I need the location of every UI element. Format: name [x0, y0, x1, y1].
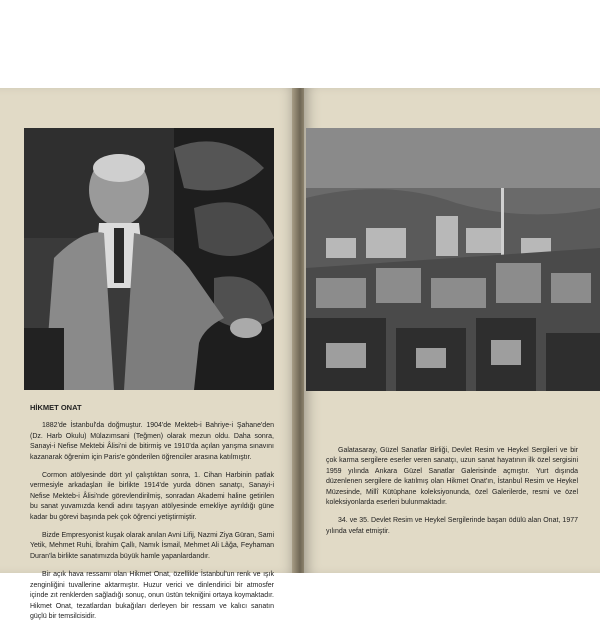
- artist-heading: HİKMET ONAT: [30, 403, 82, 412]
- paragraph: Cormon atölyesinde dört yıl çalıştıktan sonra, 1. Cihan Harbinin patlak vermesiyle arkadaşları ile birlikte 1914'de yurda dönen sanatçı, Sanayi-i Nefise Mekteb-i Âlisi'nde görevlendirilmiş, sonradan Akademi haline getirilen bu sanat yuvamızda kendi adını taşıyan atölyesinde emekliye ayrıldığı güne kadar bu görevi başında pek çok öğrenci yetiştirmiştir.: [30, 472, 274, 521]
- left-page: [0, 88, 296, 620]
- paragraph: 34. ve 35. Devlet Resim ve Heykel Sergilerinde başarı ödülü alan Onat, 1977 yılında vefat etmiştir.: [326, 517, 578, 535]
- book-spread: [0, 88, 600, 620]
- portrait-photo: [24, 128, 274, 390]
- paragraph: 1882'de İstanbul'da doğmuştur. 1904'de Mekteb-i Bahriye-i Şahane'den (Dz. Harb Okulu) Mülazımsani (Teğmen) olarak mezun oldu. Daha sonra, Sanayi-i Nefise Mektebi Âlisi'ni de bitirmiş ve 1910'da açılan yarışma sınavını kazanarak öğrenim için Paris'e gönderilen öğrenciler arasına katılmıştır.: [30, 422, 274, 461]
- left-text-block: [30, 403, 274, 630]
- right-page: [304, 88, 600, 573]
- right-text-block: [326, 446, 578, 545]
- paragraph: Bizde Empresyonist kuşak olarak anılan Avni Lifij, Nazmi Ziya Güran, Sami Yetik, Mehmet Ruhi, İbrahim Çallı, Namık İsmail, Mehmet Ali Lâğa, Feyhaman Duran'la birlikte sanatımızda büyük hamle yapanlardandır.: [30, 532, 274, 560]
- city-painting-photo: [306, 128, 600, 391]
- paragraph: Galatasaray, Güzel Sanatlar Birliği, Devlet Resim ve Heykel Sergileri ve bir çok karma sergilere eserler veren sanatçı, uzun sanat hayatının ilk özel sergisini 1959 yılında Ankara Güzel Sanatlar Galerisinde açmıştır. Yurt dışında düzenlenen sergilere de katılmış olan Hikmet Onat'ın, İstanbul Resim ve Heykel Müzesinde, Millî Kütüphane koleksiyonunda, özel Galerilerde, resmi ve özel koleksiyonlarda eserleri bulunmaktadır.: [326, 447, 578, 507]
- paragraph: Bir açık hava ressamı olan Hikmet Onat, özellikle İstanbul'un renk ve ışık zenginliğini tuvallerine aktarmıştır. Huzur verici ve dinlendirici bir atmosfer içinde zıt renklerden sağladığı sonuç, onun üstün tekniğini ortaya koymaktadır. Hikmet Onat, tezatlardan bukağıları derleyen bir ressam ve kalıcı sanatın güçlü bir temsilcisidir.: [30, 571, 274, 620]
